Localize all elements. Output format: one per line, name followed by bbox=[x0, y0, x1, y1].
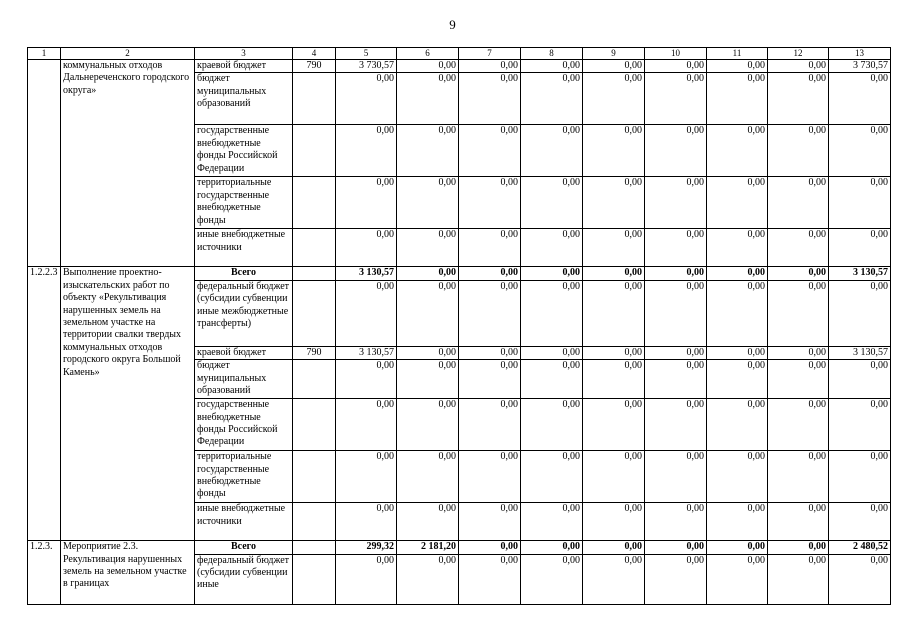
amount-cell: 0,00 bbox=[707, 60, 768, 73]
amount-cell: 0,00 bbox=[397, 73, 459, 125]
amount-cell: 0,00 bbox=[459, 280, 521, 346]
budget-code bbox=[293, 177, 336, 229]
amount-cell: 0,00 bbox=[583, 229, 645, 267]
amount-cell: 0,00 bbox=[768, 503, 829, 541]
amount-cell: 0,00 bbox=[521, 229, 583, 267]
funding-source: государственные внебюджетные фонды Российской Федерации bbox=[195, 399, 293, 451]
amount-cell: 0,00 bbox=[583, 125, 645, 177]
amount-cell: 0,00 bbox=[583, 346, 645, 359]
amount-cell: 0,00 bbox=[583, 60, 645, 73]
funding-source: федеральный бюджет (субсидии субвенции иные bbox=[195, 554, 293, 604]
column-header: 9 bbox=[583, 48, 645, 60]
item-code: 1.2.2.3 bbox=[28, 267, 61, 541]
amount-cell: 0,00 bbox=[459, 360, 521, 399]
column-header: 2 bbox=[61, 48, 195, 60]
amount-cell: 0,00 bbox=[397, 229, 459, 267]
table-row bbox=[28, 267, 891, 280]
amount-cell: 0,00 bbox=[336, 177, 397, 229]
amount-cell: 0,00 bbox=[459, 177, 521, 229]
amount-cell: 0,00 bbox=[583, 451, 645, 503]
amount-cell: 0,00 bbox=[768, 280, 829, 346]
amount-cell: 0,00 bbox=[397, 399, 459, 451]
funding-source: федеральный бюджет (субсидии субвенции иные межбюджетные трансферты) bbox=[195, 280, 293, 346]
amount-cell: 0,00 bbox=[707, 360, 768, 399]
funding-source: Всего bbox=[195, 267, 293, 280]
budget-code bbox=[293, 125, 336, 177]
funding-source: краевой бюджет bbox=[195, 60, 293, 73]
amount-cell: 0,00 bbox=[521, 360, 583, 399]
item-name: коммунальных отходов Дальнереченского городского округа» bbox=[61, 60, 195, 267]
amount-cell: 3 130,57 bbox=[336, 346, 397, 359]
amount-cell: 0,00 bbox=[521, 280, 583, 346]
amount-cell: 0,00 bbox=[583, 541, 645, 554]
amount-cell: 0,00 bbox=[521, 177, 583, 229]
amount-cell: 299,32 bbox=[336, 541, 397, 554]
column-header: 1 bbox=[28, 48, 61, 60]
amount-cell: 0,00 bbox=[829, 177, 891, 229]
amount-cell: 0,00 bbox=[829, 360, 891, 399]
amount-cell: 0,00 bbox=[829, 73, 891, 125]
amount-cell: 0,00 bbox=[829, 280, 891, 346]
amount-cell: 0,00 bbox=[521, 346, 583, 359]
amount-cell: 0,00 bbox=[397, 554, 459, 604]
amount-cell: 0,00 bbox=[829, 554, 891, 604]
amount-cell: 0,00 bbox=[397, 125, 459, 177]
column-header: 7 bbox=[459, 48, 521, 60]
amount-cell: 0,00 bbox=[336, 451, 397, 503]
budget-code bbox=[293, 399, 336, 451]
amount-cell: 0,00 bbox=[645, 541, 707, 554]
amount-cell: 3 130,57 bbox=[829, 267, 891, 280]
amount-cell: 2 480,52 bbox=[829, 541, 891, 554]
amount-cell: 0,00 bbox=[645, 229, 707, 267]
amount-cell: 0,00 bbox=[459, 541, 521, 554]
funding-source: бюджет муниципальных образований bbox=[195, 73, 293, 125]
amount-cell: 0,00 bbox=[583, 503, 645, 541]
amount-cell: 0,00 bbox=[707, 451, 768, 503]
amount-cell: 0,00 bbox=[768, 360, 829, 399]
budget-code bbox=[293, 451, 336, 503]
amount-cell: 0,00 bbox=[397, 280, 459, 346]
amount-cell: 2 181,20 bbox=[397, 541, 459, 554]
amount-cell: 0,00 bbox=[829, 503, 891, 541]
amount-cell: 0,00 bbox=[459, 125, 521, 177]
amount-cell: 0,00 bbox=[829, 125, 891, 177]
amount-cell: 0,00 bbox=[768, 60, 829, 73]
amount-cell: 0,00 bbox=[336, 280, 397, 346]
item-name: Мероприятие 2.3. Рекультивация нарушенных земель на земельном участке в границах bbox=[61, 541, 195, 604]
amount-cell: 0,00 bbox=[521, 503, 583, 541]
amount-cell: 0,00 bbox=[768, 267, 829, 280]
amount-cell: 0,00 bbox=[521, 541, 583, 554]
item-code bbox=[28, 60, 61, 267]
column-header: 8 bbox=[521, 48, 583, 60]
amount-cell: 0,00 bbox=[645, 60, 707, 73]
amount-cell: 0,00 bbox=[459, 399, 521, 451]
amount-cell: 0,00 bbox=[707, 125, 768, 177]
budget-table bbox=[27, 47, 891, 605]
amount-cell: 0,00 bbox=[707, 503, 768, 541]
amount-cell: 0,00 bbox=[521, 451, 583, 503]
funding-source: государственные внебюджетные фонды Российской Федерации bbox=[195, 125, 293, 177]
amount-cell: 0,00 bbox=[645, 73, 707, 125]
amount-cell: 0,00 bbox=[707, 280, 768, 346]
column-header: 5 bbox=[336, 48, 397, 60]
amount-cell: 0,00 bbox=[707, 399, 768, 451]
amount-cell: 0,00 bbox=[768, 73, 829, 125]
budget-code: 790 bbox=[293, 346, 336, 359]
budget-code bbox=[293, 229, 336, 267]
funding-source: Всего bbox=[195, 541, 293, 554]
amount-cell: 0,00 bbox=[768, 541, 829, 554]
amount-cell: 0,00 bbox=[768, 346, 829, 359]
amount-cell: 0,00 bbox=[645, 280, 707, 346]
budget-code: 790 bbox=[293, 60, 336, 73]
amount-cell: 3 130,57 bbox=[336, 267, 397, 280]
amount-cell: 0,00 bbox=[521, 60, 583, 73]
funding-source: краевой бюджет bbox=[195, 346, 293, 359]
amount-cell: 3 130,57 bbox=[829, 346, 891, 359]
amount-cell: 0,00 bbox=[583, 360, 645, 399]
header-row bbox=[28, 48, 891, 60]
amount-cell: 0,00 bbox=[768, 399, 829, 451]
amount-cell: 0,00 bbox=[583, 177, 645, 229]
amount-cell: 0,00 bbox=[707, 73, 768, 125]
amount-cell: 0,00 bbox=[768, 177, 829, 229]
column-header: 11 bbox=[707, 48, 768, 60]
amount-cell: 0,00 bbox=[829, 399, 891, 451]
funding-source: территориальные государственные внебюджетные фонды bbox=[195, 451, 293, 503]
column-header: 12 bbox=[768, 48, 829, 60]
amount-cell: 0,00 bbox=[336, 360, 397, 399]
amount-cell: 0,00 bbox=[336, 229, 397, 267]
budget-code bbox=[293, 267, 336, 280]
column-header: 10 bbox=[645, 48, 707, 60]
amount-cell: 0,00 bbox=[707, 541, 768, 554]
amount-cell: 3 730,57 bbox=[336, 60, 397, 73]
budget-code bbox=[293, 503, 336, 541]
page-number: 9 bbox=[449, 17, 456, 32]
amount-cell: 0,00 bbox=[645, 399, 707, 451]
amount-cell: 0,00 bbox=[583, 267, 645, 280]
amount-cell: 0,00 bbox=[829, 229, 891, 267]
amount-cell: 0,00 bbox=[583, 554, 645, 604]
amount-cell: 0,00 bbox=[397, 451, 459, 503]
funding-source: иные внебюджетные источники bbox=[195, 229, 293, 267]
amount-cell: 0,00 bbox=[645, 346, 707, 359]
amount-cell: 0,00 bbox=[459, 554, 521, 604]
amount-cell: 0,00 bbox=[707, 346, 768, 359]
column-header: 3 bbox=[195, 48, 293, 60]
amount-cell: 0,00 bbox=[645, 360, 707, 399]
amount-cell: 0,00 bbox=[583, 280, 645, 346]
amount-cell: 0,00 bbox=[583, 73, 645, 125]
table-row bbox=[28, 541, 891, 554]
amount-cell: 0,00 bbox=[707, 177, 768, 229]
budget-code bbox=[293, 360, 336, 399]
amount-cell: 0,00 bbox=[397, 60, 459, 73]
amount-cell: 0,00 bbox=[645, 554, 707, 604]
amount-cell: 0,00 bbox=[645, 503, 707, 541]
funding-source: территориальные государственные внебюджетные фонды bbox=[195, 177, 293, 229]
amount-cell: 0,00 bbox=[645, 125, 707, 177]
amount-cell: 0,00 bbox=[397, 267, 459, 280]
amount-cell: 0,00 bbox=[397, 503, 459, 541]
amount-cell: 0,00 bbox=[645, 267, 707, 280]
amount-cell: 0,00 bbox=[459, 503, 521, 541]
amount-cell: 0,00 bbox=[459, 73, 521, 125]
amount-cell: 0,00 bbox=[397, 177, 459, 229]
amount-cell: 0,00 bbox=[459, 451, 521, 503]
amount-cell: 0,00 bbox=[521, 73, 583, 125]
amount-cell: 0,00 bbox=[521, 125, 583, 177]
amount-cell: 0,00 bbox=[336, 503, 397, 541]
item-code: 1.2.3. bbox=[28, 541, 61, 604]
amount-cell: 0,00 bbox=[645, 451, 707, 503]
amount-cell: 3 730,57 bbox=[829, 60, 891, 73]
amount-cell: 0,00 bbox=[459, 346, 521, 359]
budget-code bbox=[293, 280, 336, 346]
amount-cell: 0,00 bbox=[768, 229, 829, 267]
amount-cell: 0,00 bbox=[829, 451, 891, 503]
table-row bbox=[28, 60, 891, 73]
amount-cell: 0,00 bbox=[707, 267, 768, 280]
amount-cell: 0,00 bbox=[397, 360, 459, 399]
amount-cell: 0,00 bbox=[336, 399, 397, 451]
amount-cell: 0,00 bbox=[336, 554, 397, 604]
funding-source: бюджет муниципальных образований bbox=[195, 360, 293, 399]
amount-cell: 0,00 bbox=[707, 229, 768, 267]
amount-cell: 0,00 bbox=[707, 554, 768, 604]
amount-cell: 0,00 bbox=[459, 229, 521, 267]
amount-cell: 0,00 bbox=[521, 399, 583, 451]
amount-cell: 0,00 bbox=[583, 399, 645, 451]
amount-cell: 0,00 bbox=[521, 554, 583, 604]
budget-code bbox=[293, 554, 336, 604]
column-header: 6 bbox=[397, 48, 459, 60]
amount-cell: 0,00 bbox=[645, 177, 707, 229]
amount-cell: 0,00 bbox=[768, 125, 829, 177]
amount-cell: 0,00 bbox=[459, 60, 521, 73]
funding-source: иные внебюджетные источники bbox=[195, 503, 293, 541]
amount-cell: 0,00 bbox=[336, 73, 397, 125]
amount-cell: 0,00 bbox=[459, 267, 521, 280]
item-name: Выполнение проектно-изыскательских работ по объекту «Рекультивация нарушенных земель на земельном участке на территории свалки твердых коммунальных отходов городского округа Большой Камень» bbox=[61, 267, 195, 541]
budget-code bbox=[293, 73, 336, 125]
budget-code bbox=[293, 541, 336, 554]
amount-cell: 0,00 bbox=[336, 125, 397, 177]
column-header: 13 bbox=[829, 48, 891, 60]
column-header: 4 bbox=[293, 48, 336, 60]
amount-cell: 0,00 bbox=[397, 346, 459, 359]
amount-cell: 0,00 bbox=[768, 451, 829, 503]
amount-cell: 0,00 bbox=[768, 554, 829, 604]
amount-cell: 0,00 bbox=[521, 267, 583, 280]
